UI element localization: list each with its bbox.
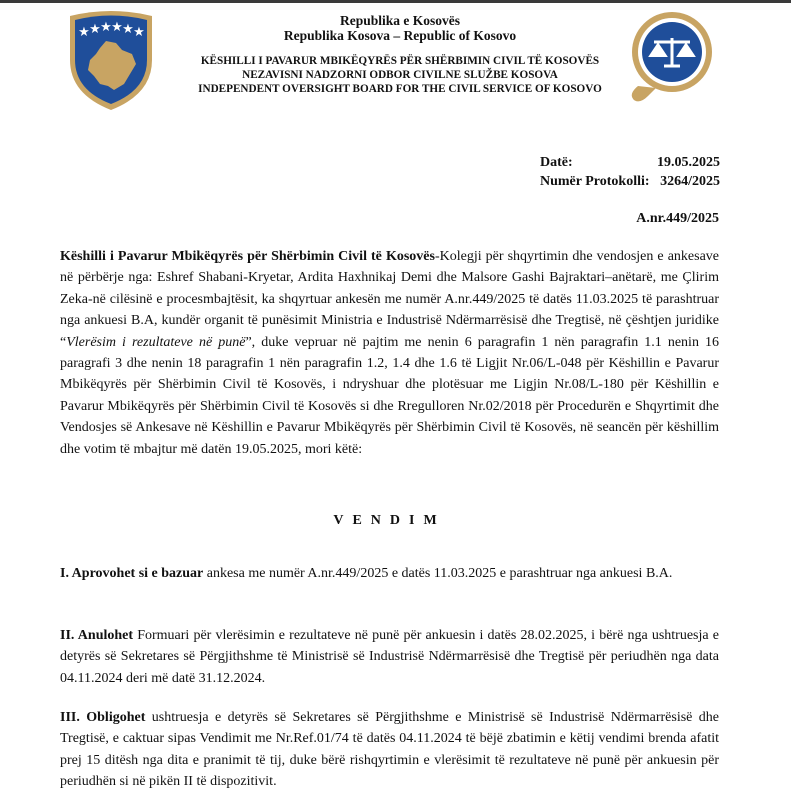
scales-of-justice-seal-icon	[628, 8, 712, 104]
date-label: Datë:	[540, 155, 573, 170]
intro-bold-lead: Këshilli i Pavarur Mbikëqyrës për Shërbimin Civil të Kosovës	[60, 249, 435, 264]
svg-text:★: ★	[78, 25, 90, 40]
date-value: 19.05.2025	[657, 155, 720, 170]
intro-text-a: -Kolegji për shqyrtimin dhe vendosjen e ankesave në përbërje nga: Eshref Shabani-Kryetar, Ardita Haxhnikaj Demi dhe Malsore Gashi Bajraktari–anëtarë, me Çlirim Zeka-në cilësinë e procesmbajtësit, ka shqyrtuar ankesën me numër A.nr.449/2025 të datës 11.03.2025 të parashtruar nga ankuesi B.A, kundër organit të punësimit Ministria e Industrisë Ndërmarrësisë dhe Tregtisë, në çështjen juridike “	[60, 249, 719, 350]
header-board-serbian: NEZAVISNI NADZORNI ODBOR CIVILNE SLUŽBE KOSOVA	[242, 69, 558, 81]
intro-paragraph	[60, 246, 719, 460]
decision-point-3	[60, 707, 719, 793]
header-country-serbian-english: Republika Kosova – Republic of Kosovo	[283, 28, 517, 43]
header-country-albanian: Republika e Kosovës	[339, 13, 461, 28]
point-3-text: ushtruesja e detyrës së Sekretares së Përgjithshme e Ministrisë së Industrisë Ndërmarrësisë dhe Tregtisë, e caktuar sipas Vendimit me Nr.Ref.01/74 të datës 04.11.2024 të bëjë zbatimin e këtij vendimi brenda afatit prej 15 ditësh nga dita e pranimit të tij, duke bërë rishqyrtimin e vlerësimit të rezultateve në punë për ankuesin për periudhën si në pikën II të dispozitivit.	[60, 710, 719, 790]
point-1-text: ankesa me numër A.nr.449/2025 e datës 11.03.2025 e parashtruar nga ankuesi B.A.	[203, 566, 673, 581]
svg-text:★: ★	[122, 22, 134, 37]
intro-text-b: ”, duke vepruar në pajtim me nenin 6 paragrafin 1 nën paragrafin 1.1 nenin 16 paragrafi 3 dhe nenin 18 paragrafin 1 nën paragrafin 1.2, 1.4 dhe 1.6 të Ligjit Nr.06/L-048 për Këshillin e Pavarur Mbikëqyrës për Shërbimin Civil të Kosovës, i ndryshuar dhe plotësuar me Ligjin Nr.08/L-180 për Këshillin e Pavarur Mbikëqyrës për Shërbimin Civil të Kosovës si dhe Rregulloren Nr.02/2018 për Procedurën e Shqyrtimit dhe Vendosjes së Ankesave në Këshillin e Pavarur Mbikëqyrës për Shërbimin Civil të Kosovës, në seancën për këshillim dhe votim të mbajtur më datën 19.05.2025, mori këtë:	[60, 334, 720, 457]
header-board-english: INDEPENDENT OVERSIGHT BOARD FOR THE CIVIL SERVICE OF KOSOVO	[198, 83, 602, 95]
svg-text:★: ★	[133, 25, 145, 40]
decision-point-1	[60, 563, 719, 584]
letterhead	[0, 3, 791, 108]
date-row	[540, 153, 720, 172]
protocol-value: 3264/2025	[660, 174, 720, 189]
protocol-row	[540, 172, 720, 191]
protocol-label: Numër Protokolli:	[540, 174, 650, 189]
decision-title: VENDIM	[333, 513, 446, 528]
intro-italic-subject: Vlerësim i rezultateve në punë	[66, 334, 246, 350]
kosovo-coat-of-arms-icon	[66, 8, 156, 112]
svg-text:★: ★	[89, 22, 101, 37]
decision-point-2	[60, 625, 719, 689]
header-board-albanian: KËSHILLI I PAVARUR MBIKËQYRËS PËR SHËRBIMIN CIVIL TË KOSOVËS	[200, 55, 600, 67]
point-3-heading: III. Obligohet	[60, 710, 146, 725]
svg-text:★: ★	[100, 20, 112, 35]
svg-text:★: ★	[111, 20, 123, 35]
point-1-heading: I. Aprovohet si e bazuar	[60, 566, 204, 581]
case-reference: A.nr.449/2025	[636, 211, 719, 226]
point-2-heading: II. Anulohet	[60, 628, 134, 643]
document-meta	[540, 153, 720, 191]
point-2-text: Formuari për vlerësimin e rezultateve në punë për ankuesin i datës 28.02.2025, i bërë nga ushtruesja e detyrës së Sekretares së Përgjithshme të Ministrisë së Industrisë Ndërmarrësisë dhe Tregtisë për periudhën nga data 04.11.2024 deri më datë 31.12.2024.	[60, 628, 719, 686]
